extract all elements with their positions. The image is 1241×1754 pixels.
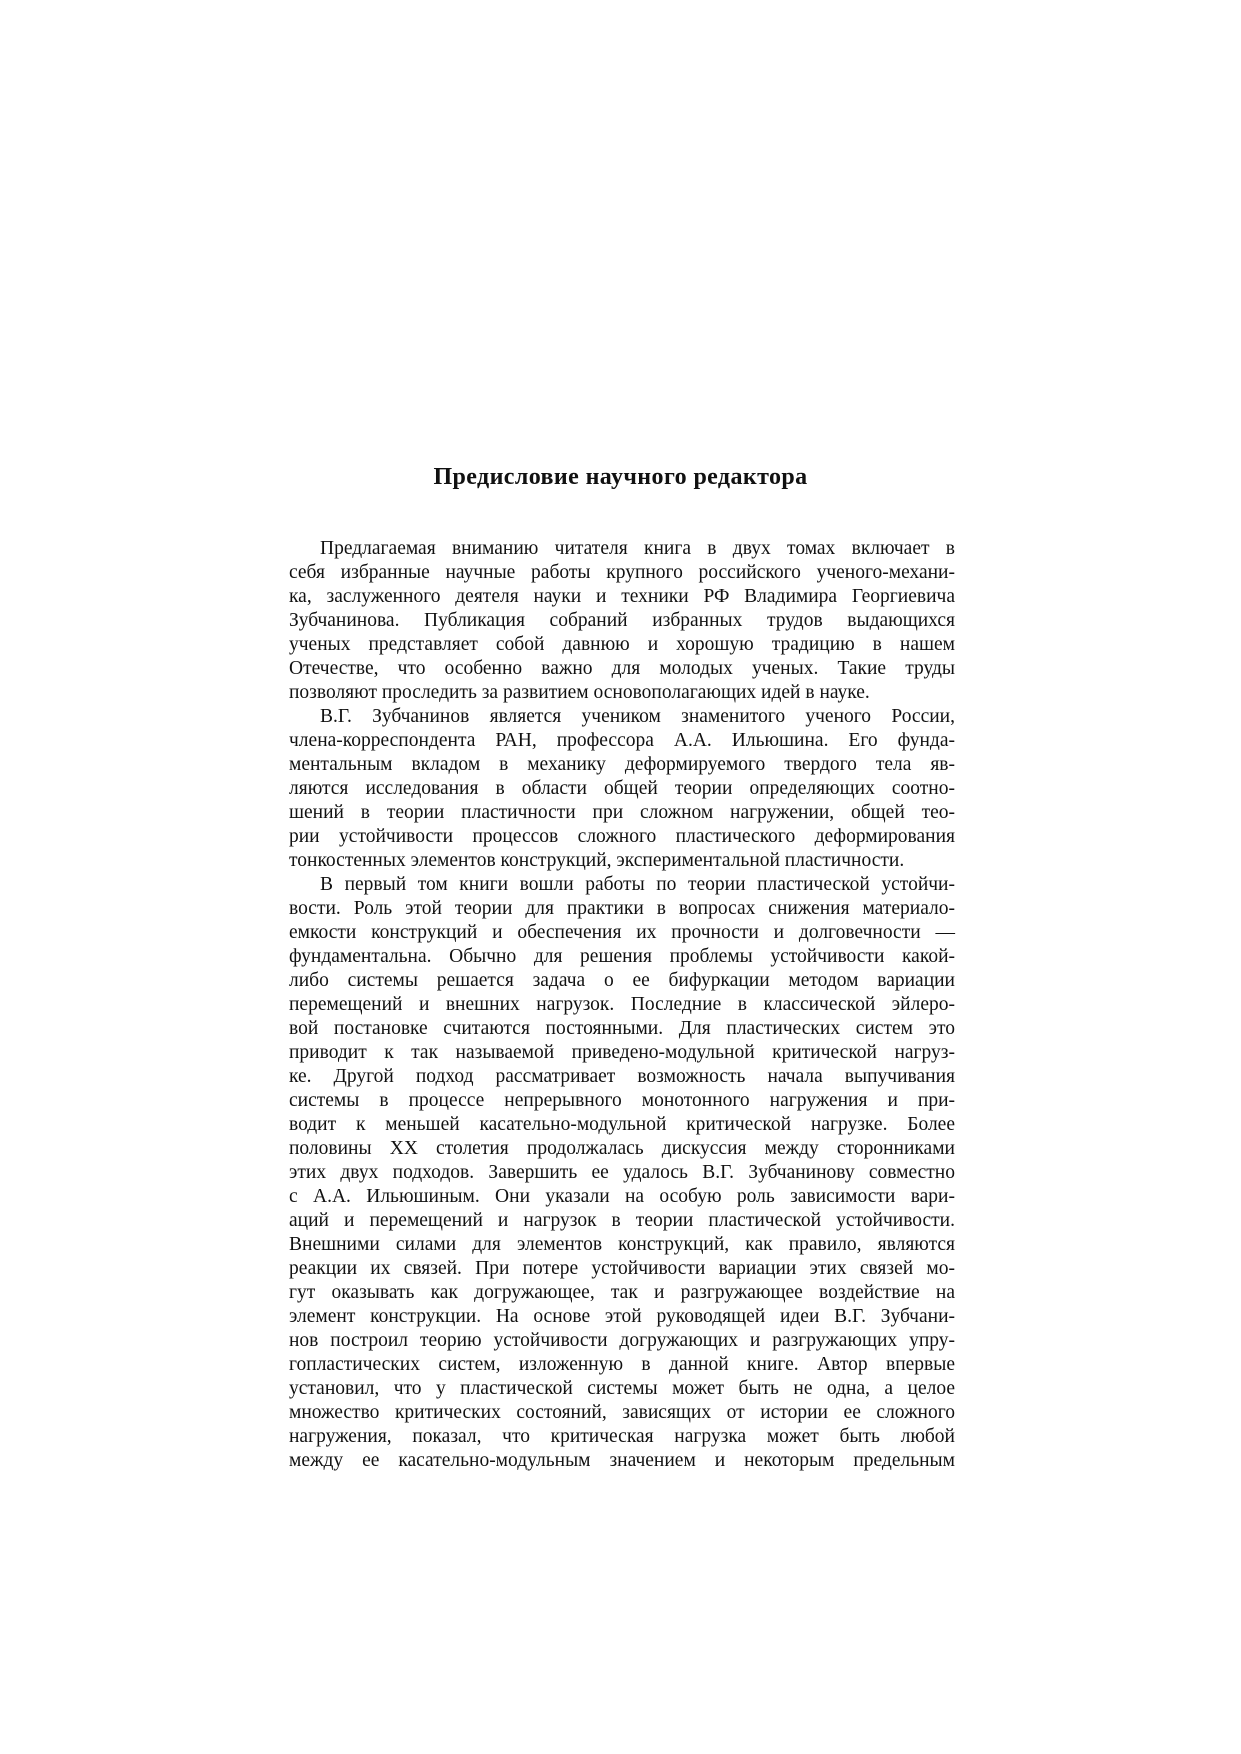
text-line: емкости конструкций и обеспечения их прочности и долговечности — <box>289 922 955 943</box>
text-line: вой постановке считаются постоянными. Для пластических систем это <box>289 1018 955 1039</box>
text-line: позволяют проследить за развитием основополагающих идей в науке. <box>289 682 870 703</box>
text-line: перемещений и внешних нагрузок. Последние в классической эйлеро- <box>289 994 955 1015</box>
text-line: множество критических состояний, зависящих от истории ее сложного <box>289 1402 955 1423</box>
text-line: ляются исследования в области общей теории определяющих соотно- <box>289 778 955 799</box>
text-line: рии устойчивости процессов сложного пластического деформирования <box>289 826 955 847</box>
text-line: с А.А. Ильюшиным. Они указали на особую роль зависимости вари- <box>289 1186 955 1207</box>
text-line: установил, что у пластической системы может быть не одна, а целое <box>289 1378 955 1399</box>
paragraph <box>289 873 955 1473</box>
text-line: шений в теории пластичности при сложном нагружении, общей тео- <box>289 802 955 823</box>
text-line: ментальным вкладом в механику деформируемого твердого тела яв- <box>289 754 955 775</box>
body-text <box>289 537 955 1473</box>
text-line: реакции их связей. При потере устойчивости вариации этих связей мо- <box>289 1258 955 1279</box>
text-line: ка, заслуженного деятеля науки и техники РФ Владимира Георгиевича <box>289 586 955 607</box>
text-line: Отечестве, что особенно важно для молодых ученых. Такие труды <box>289 658 955 679</box>
text-line: нагружения, показал, что критическая нагрузка может быть любой <box>289 1426 955 1447</box>
paragraph <box>289 705 955 873</box>
text-line: этих двух подходов. Завершить ее удалось В.Г. Зубчанинову совместно <box>289 1162 955 1183</box>
text-line: Зубчанинова. Публикация собраний избранных трудов выдающихся <box>289 610 955 631</box>
paragraph <box>289 537 955 705</box>
text-line: системы в процессе непрерывного монотонного нагружения и при- <box>289 1090 955 1111</box>
text-line: ученых представляет собой давнюю и хорошую традицию в нашем <box>289 634 955 655</box>
text-line: Внешними силами для элементов конструкций, как правило, являются <box>289 1234 955 1255</box>
text-line: вости. Роль этой теории для практики в вопросах снижения материало- <box>289 898 955 919</box>
text-line: приводит к так называемой приведено-модульной критической нагруз- <box>289 1042 955 1063</box>
text-line: либо системы решается задача о ее бифуркации методом вариации <box>289 970 955 991</box>
text-line: Предлагаемая вниманию читателя книга в двух томах включает в <box>320 538 955 559</box>
text-line: ке. Другой подход рассматривает возможность начала выпучивания <box>289 1066 955 1087</box>
text-line: между ее касательно-модульным значением и некоторым предельным <box>289 1450 955 1471</box>
text-line: водит к меньшей касательно-модульной критической нагрузке. Более <box>289 1114 955 1135</box>
text-line: В.Г. Зубчанинов является учеником знаменитого ученого России, <box>320 706 955 727</box>
text-line: аций и перемещений и нагрузок в теории пластической устойчивости. <box>289 1210 955 1231</box>
text-line: В первый том книги вошли работы по теории пластической устойчи- <box>320 874 955 895</box>
text-line: элемент конструкции. На основе этой руководящей идеи В.Г. Зубчани- <box>289 1306 955 1327</box>
text-line: тонкостенных элементов конструкций, экспериментальной пластичности. <box>289 850 905 871</box>
page-title: Предисловие научного редактора <box>433 464 808 490</box>
text-line: нов построил теорию устойчивости догружающих и разгружающих упру- <box>289 1330 955 1351</box>
text-line: себя избранные научные работы крупного российского ученого-механи- <box>289 562 955 583</box>
text-line: гут оказывать как догружающее, так и разгружающее воздействие на <box>289 1282 955 1303</box>
text-line: гопластических систем, изложенную в данной книге. Автор впервые <box>289 1354 955 1375</box>
text-line: фундаментальна. Обычно для решения проблемы устойчивости какой- <box>289 946 955 967</box>
text-line: половины XX столетия продолжалась дискуссия между сторонниками <box>289 1138 955 1159</box>
text-line: члена-корреспондента РАН, профессора А.А. Ильюшина. Его фунда- <box>289 730 955 751</box>
